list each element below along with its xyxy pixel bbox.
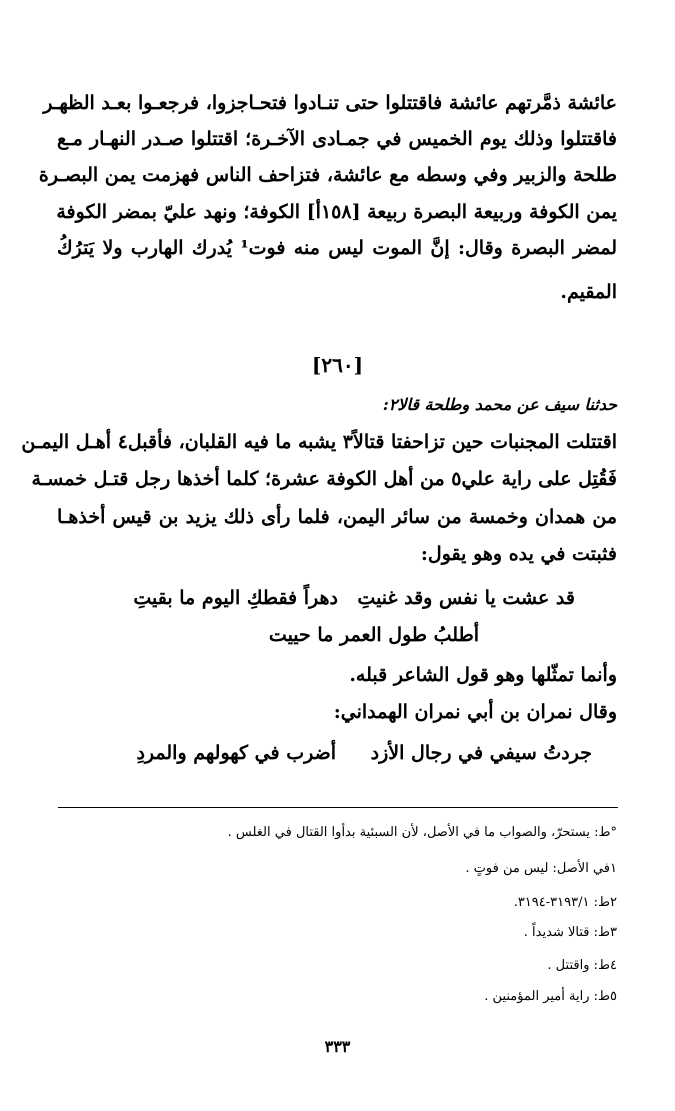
text-line: وقال نمران بن أبي نمران الهمداني:: [333, 701, 617, 723]
text-line: اقتتلت المجنبات حين تزاحفتا قتالاً٣ يشبه ما فيه القلبان، فأقبل٤ أهـل اليمـن: [21, 431, 617, 453]
footnote-divider: [58, 807, 618, 808]
footnote: ٥ط: راية أمير المؤمنين .: [484, 989, 617, 1004]
footnote: ٢ط: ٣١٩٣/١-٣١٩٤.: [513, 895, 617, 910]
section-number: [٢٦٠]: [311, 353, 364, 377]
text-line: فثبتت في يده وهو يقول:: [420, 543, 617, 565]
verse-hemistich: دهراً فقطكِ اليوم ما بقيتِ: [133, 587, 338, 609]
text-line: وأنما تمثّلها وهو قول الشاعر قبله.: [349, 664, 617, 686]
footnote: ٣ط: قتالا شديداً .: [523, 925, 617, 940]
text-line: لمضر البصرة وقال: إنَّ الموت ليس منه فوت¹ يُدرك الهارب ولا يَترُكُ: [57, 237, 617, 259]
text-line: من همدان وخمسة من سائر اليمن، فلما رأى ذلك يزيد بن قيس أخذهـا: [57, 506, 617, 528]
footnote: ٤ط: واقتتل .: [547, 958, 617, 973]
verse-hemistich: جردتُ سيفي في رجال الأزد: [370, 742, 592, 764]
text-line: عائشة ذمَّرتهم عائشة فاقتتلوا حتى تنـادوا فتحـاجزوا، فرجعـوا بعـد الظهـر: [43, 92, 617, 114]
isnad-line: حدثنا سيف عن محمد وطلحة قالا٢:: [382, 395, 617, 414]
verse-hemistich: قد عشت يا نفس وقد غنيتِ: [357, 587, 575, 609]
footnote: ١في الأصل: ليس من فوتٍ .: [465, 861, 617, 876]
text-line: المقيم.: [560, 281, 617, 303]
text-line: طلحة والزبير وفي وسطه مع عائشة، فتزاحف الناس فهزمت يمن البصـرة: [38, 164, 617, 186]
text-line: يمن الكوفة وربيعة البصرة ربيعة [١٥٨أ] الكوفة؛ ونهد عليّ بمضر الكوفة: [56, 201, 617, 223]
text-line: فَقُتِل على راية علي٥ من أهل الكوفة عشرة؛ كلما أخذها رجل قتـل خمسـة: [31, 468, 617, 490]
text-line: فاقتتلوا وذلك يوم الخميس في جمـادى الآخـرة؛ اقتتلوا صـدر النهـار مـع: [57, 128, 617, 150]
verse-hemistich: أضرب في كهولهم والمردِ: [136, 742, 336, 764]
footnote: °ط: يستحرّ، والصواب ما في الأصل، لأن السبئية بدأوا القتال في الغلس .: [227, 825, 617, 840]
page-number: ٣٣٣: [324, 1037, 351, 1056]
verse-hemistich: أطلبُ طول العمر ما حييت: [268, 624, 479, 646]
